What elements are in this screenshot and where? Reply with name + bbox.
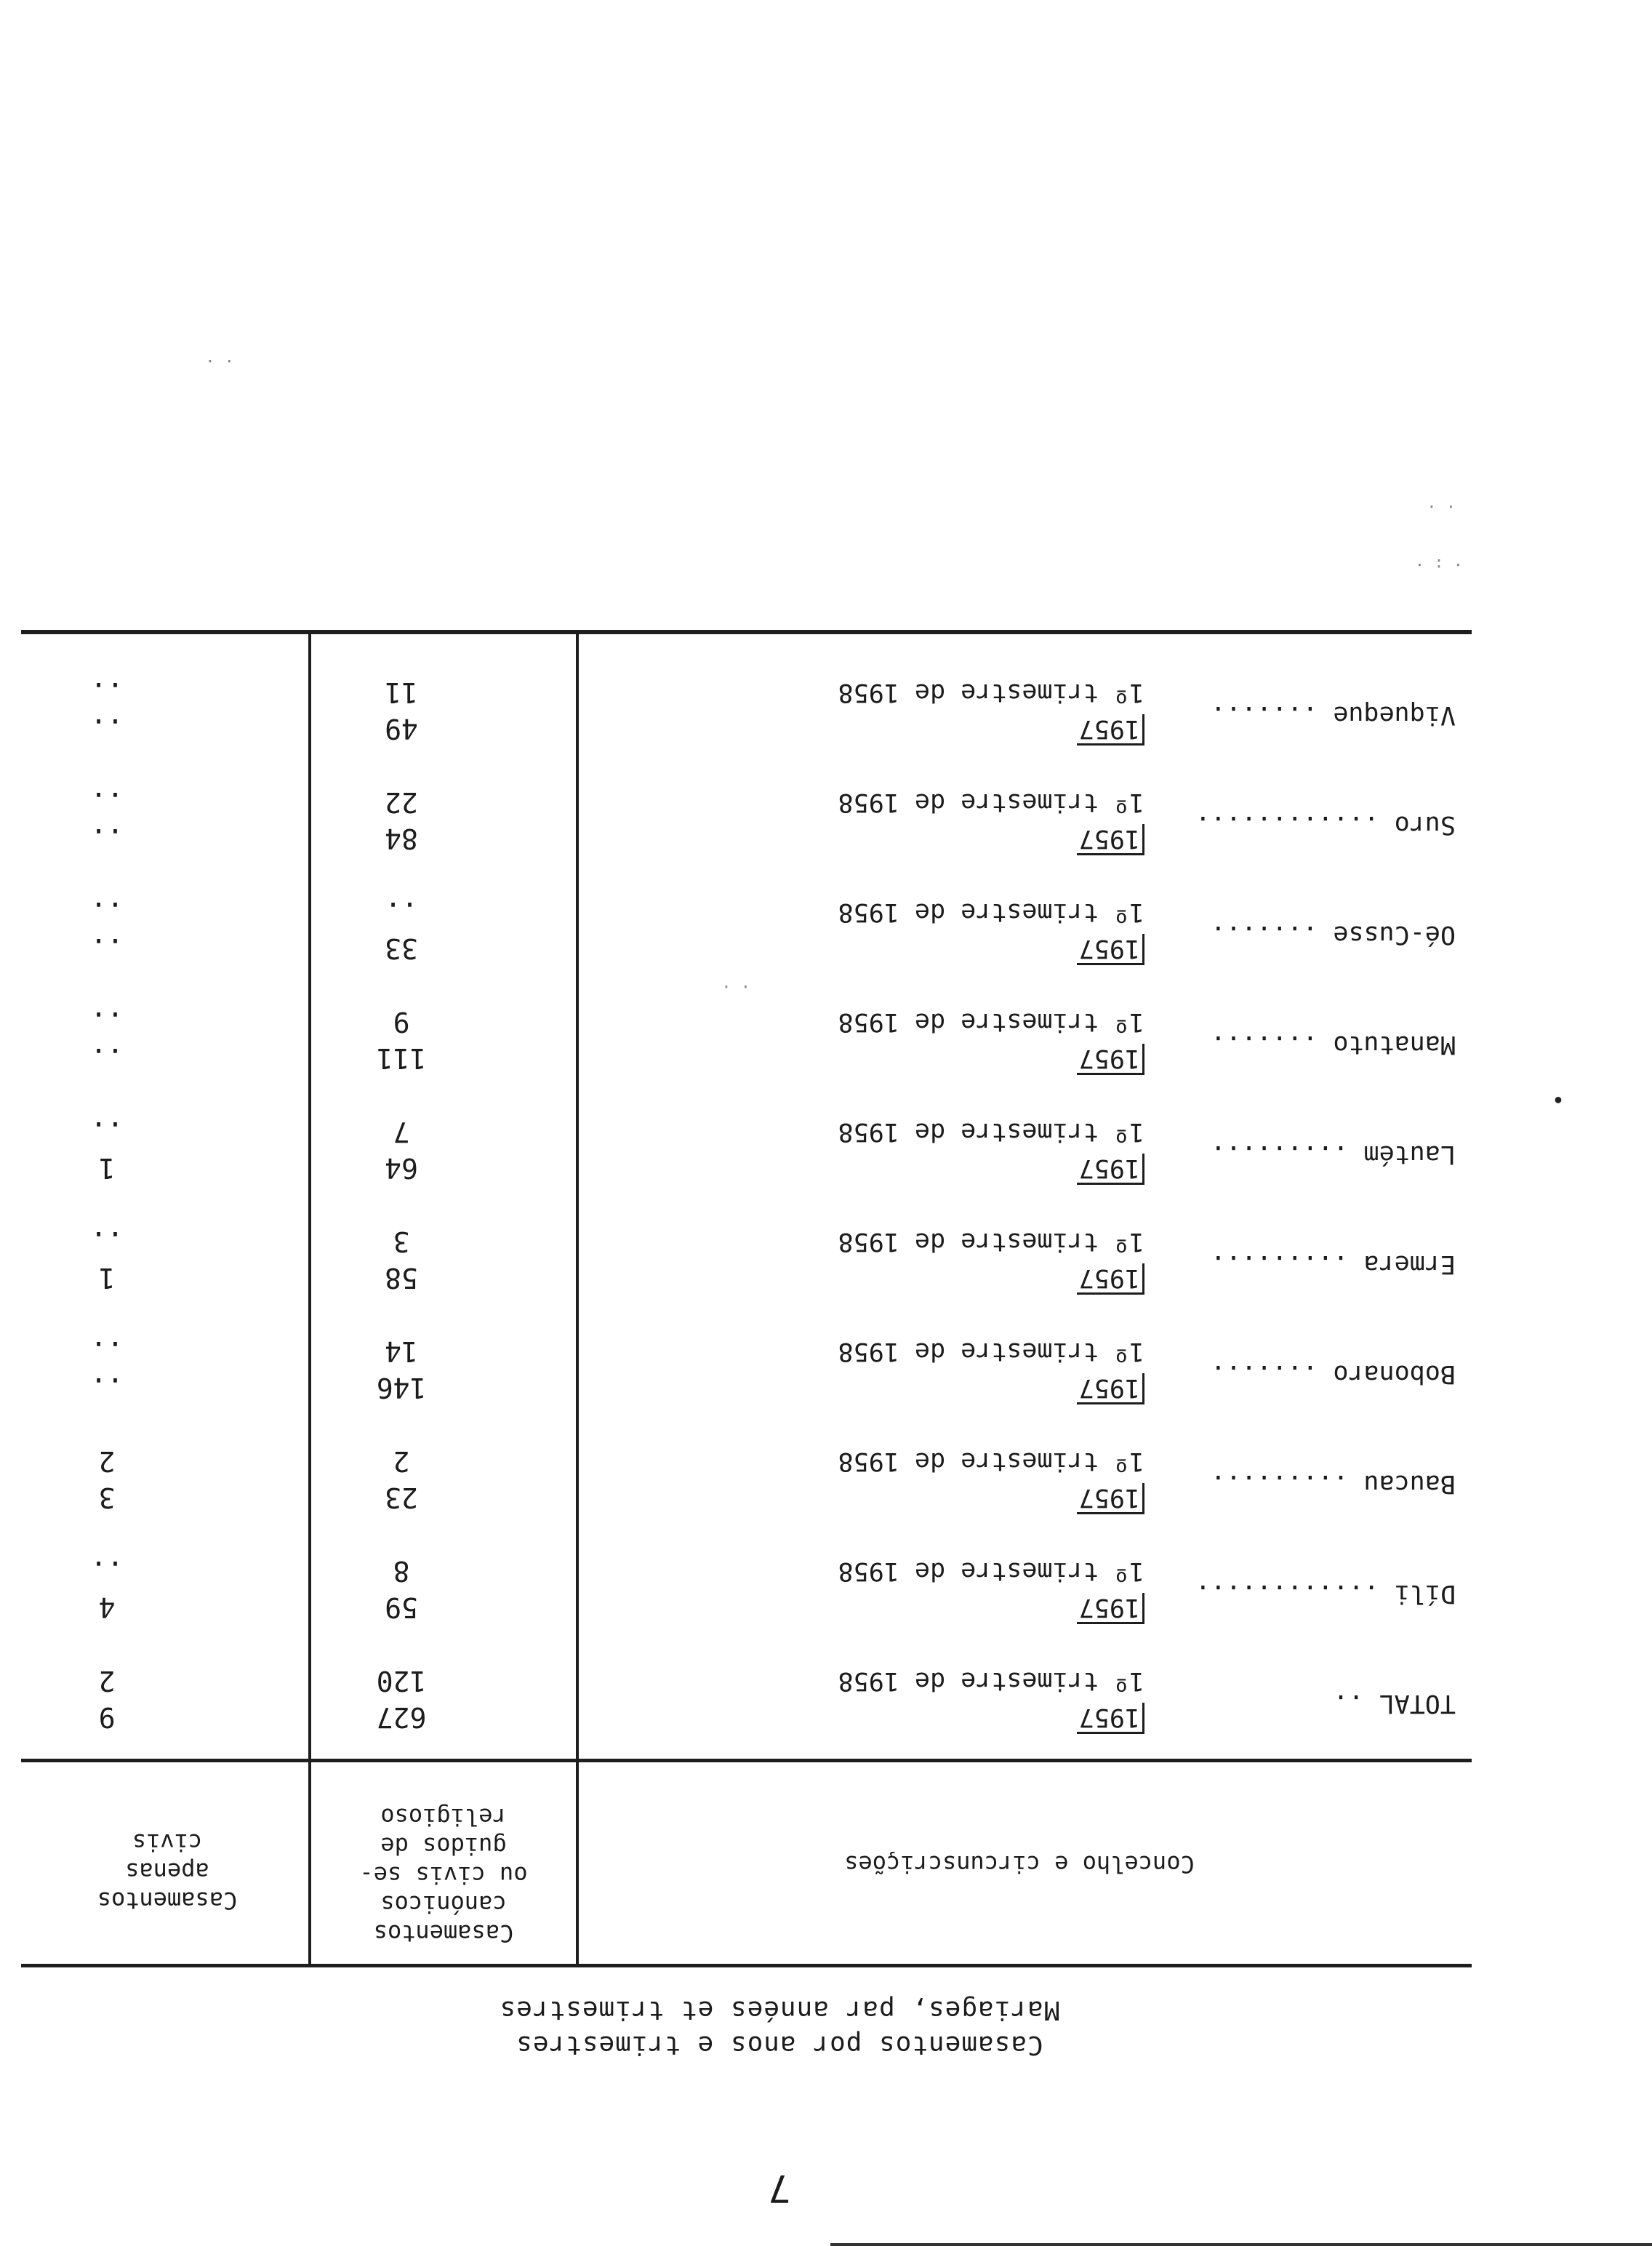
column-header-civil: Casamentos apenas civis [97,1829,238,1914]
civil-1957: .. [90,823,124,855]
canonical-1957: 59 [385,1591,418,1623]
civil-1957: .. [90,1042,124,1074]
row-canonical-values [358,1114,445,1186]
row-canonical-values [358,894,445,967]
year-label: 1957 [1077,1263,1144,1295]
civil-q1-1958: .. [90,1335,124,1367]
row-canonical-values [358,1223,445,1296]
quarter-label: 1º trimestre de 1958 [838,678,1144,707]
row-civil-values [78,1114,136,1186]
row-place-name: Viqueque ....... [1210,700,1456,730]
civil-1957: 9 [98,1701,116,1733]
year-label: 1957 [1077,714,1144,746]
civil-1957: 4 [98,1591,116,1623]
year-label: 1957 [1077,1373,1144,1404]
civil-1957: .. [90,1372,124,1404]
quarter-label: 1º trimestre de 1958 [838,1007,1144,1036]
scan-speck: · · [721,977,750,995]
canonical-1957: 49 [385,713,418,745]
civil-q1-1958: .. [90,1006,124,1038]
quarter-label: 1º trimestre de 1958 [838,1447,1144,1476]
canonical-q1-1958: 9 [393,1006,410,1038]
table-top-rule [21,1964,1472,1967]
year-label: 1957 [1077,1483,1144,1514]
scan-speck: · · [1427,497,1456,515]
row-civil-values [78,674,136,747]
year-label: 1957 [1077,824,1144,855]
quarter-label: 1º trimestre de 1958 [838,1556,1144,1586]
column-divider-place [576,633,579,1964]
canonical-1957: 111 [376,1042,427,1074]
row-canonical-values [358,784,445,857]
civil-q1-1958: .. [90,1116,124,1148]
table-title-french: Mariages, par années et trimestres [499,1995,1060,2025]
quarter-label: 1º trimestre de 1958 [838,788,1144,817]
civil-q1-1958: .. [90,786,124,818]
quarter-label: 1º trimestre de 1958 [838,1666,1144,1695]
row-period-labels [838,894,1144,967]
row-period-labels [838,1223,1144,1296]
canonical-q1-1958: .. [385,896,418,928]
civil-q1-1958: .. [90,676,124,708]
year-label: 1957 [1077,1593,1144,1624]
canonical-q1-1958: 7 [393,1116,410,1148]
row-period-labels [838,674,1144,747]
row-period-labels [838,1004,1144,1076]
scan-speck: · : · [1414,555,1463,573]
column-divider-canonical [308,633,311,1964]
row-place-name: Baucau ......... [1210,1469,1456,1498]
canonical-q1-1958: 11 [385,676,418,708]
row-civil-values [78,1443,136,1516]
row-place-name: TOTAL .. [1333,1689,1456,1718]
canonical-1957: 146 [376,1372,427,1404]
row-civil-values [78,1333,136,1406]
row-period-labels [838,1553,1144,1626]
year-label: 1957 [1077,934,1144,965]
row-civil-values [78,1663,136,1735]
column-header-canonical: Casamentos canónicos ou civis se- guidos de religioso [359,1803,528,1947]
canonical-q1-1958: 22 [385,786,418,818]
civil-1957: .. [90,932,124,964]
canonical-1957: 23 [385,1482,418,1514]
canonical-q1-1958: 8 [393,1555,410,1587]
civil-q1-1958: .. [90,1226,124,1258]
row-canonical-values [358,674,445,747]
civil-q1-1958: .. [90,1555,124,1587]
row-place-name: Lautém ......... [1210,1140,1456,1169]
row-civil-values [78,1004,136,1076]
row-place-name: Manatuto ....... [1210,1030,1456,1059]
canonical-1957: 58 [385,1262,418,1294]
quarter-label: 1º trimestre de 1958 [838,1337,1144,1366]
year-label: 1957 [1077,1044,1144,1075]
canonical-q1-1958: 120 [376,1665,427,1697]
row-period-labels [838,1333,1144,1406]
row-period-labels [838,784,1144,857]
scan-speck: · · [205,351,234,369]
canonical-q1-1958: 3 [393,1226,410,1258]
row-civil-values [78,894,136,967]
row-canonical-values [358,1553,445,1626]
row-canonical-values [358,1663,445,1735]
civil-1957: 1 [98,1152,116,1184]
canonical-1957: 627 [376,1701,427,1733]
year-label: 1957 [1077,1703,1144,1734]
row-civil-values [78,784,136,857]
header-bottom-rule [21,1759,1472,1762]
quarter-label: 1º trimestre de 1958 [838,1117,1144,1146]
row-canonical-values [358,1443,445,1516]
row-canonical-values [358,1333,445,1406]
canonical-1957: 33 [385,932,418,964]
row-place-name: Ermera ......... [1210,1250,1456,1279]
row-place-name: Suro ............ [1195,810,1456,839]
quarter-label: 1º trimestre de 1958 [838,1227,1144,1256]
row-canonical-values [358,1004,445,1076]
canonical-q1-1958: 2 [393,1445,410,1477]
row-place-name: Díli ............ [1195,1579,1456,1608]
scan-edge-shadow [830,2243,1652,2246]
civil-1957: 1 [98,1262,116,1294]
column-header-place: Concelho e circunscrições [844,1850,1195,1878]
row-place-name: Bobonaro ....... [1210,1359,1456,1388]
canonical-1957: 84 [385,823,418,855]
quarter-label: 1º trimestre de 1958 [838,898,1144,927]
scan-speck: • [1551,1086,1565,1111]
civil-q1-1958: .. [90,896,124,928]
civil-q1-1958: 2 [98,1445,116,1477]
canonical-q1-1958: 14 [385,1335,418,1367]
row-period-labels [838,1443,1144,1516]
row-period-labels [838,1114,1144,1186]
civil-q1-1958: 2 [98,1665,116,1697]
civil-1957: .. [90,713,124,745]
canonical-1957: 64 [385,1152,418,1184]
row-period-labels [838,1663,1144,1735]
row-place-name: Oé-Cusse ....... [1210,920,1456,949]
table-bottom-rule [21,630,1472,634]
table-title-portuguese: Casamentos por anos e trimestres [516,2030,1043,2060]
civil-1957: 3 [98,1482,116,1514]
year-label: 1957 [1077,1154,1144,1185]
page-number: 7 [768,2166,791,2210]
row-civil-values [78,1553,136,1626]
row-civil-values [78,1223,136,1296]
